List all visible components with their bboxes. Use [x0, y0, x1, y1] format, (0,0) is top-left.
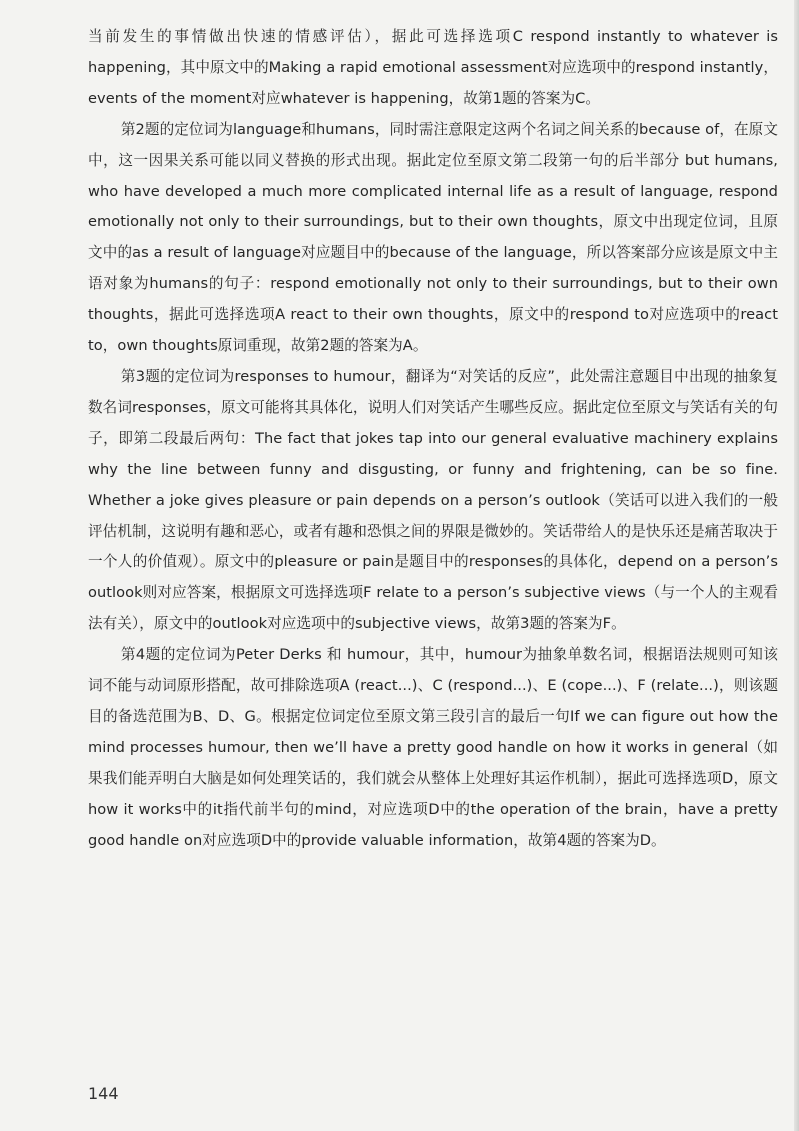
paragraph-question-3: 第3题的定位词为responses to humour，翻译为“对笑话的反应”，此处需注意题目中出现的抽象复数名词responses，原文可能将其具体化，说明人们对笑话产生哪些反应。据此定位至原文与笑话有关的句子，即第二段最后两句：The fact that jokes tap into our general evaluative machinery explains why the line between funny and disgusting, or funny and frightening, can be so fine. Whether a joke gives pleasure or pain depends on a person’s outlook（笑话可以进入我们的一般评估机制，这说明有趣和恶心，或者有趣和恐惧之间的界限是微妙的。笑话带给人的是快乐还是痛苦取决于一个人的价值观）。原文中的pleasure or pain是题目中的responses的具体化，depend on a person’s outlook则对应答案，根据原文可选择选项F relate to a person’s subjective views（与一个人的主观看法有关），原文中的outlook对应选项中的subjective views，故第3题的答案为F。	[88, 367, 778, 633]
paragraph-answer-1-continued: 当前发生的事情做出快速的情感评估），据此可选择选项C respond instantly to whatever is happening，其中原文中的Making a rapid emotional assessment对应选项中的respond instantly，events of the moment对应whatever is happening，故第1题的答案为C。	[88, 28, 778, 107]
scan-page-edge	[794, 0, 799, 1131]
page-number: 144	[88, 1084, 119, 1103]
paragraph-question-4: 第4题的定位词为Peter Derks 和 humour，其中，humour为抽象单数名词，根据语法规则可知该词不能与动词原形搭配，故可排除选项A (react...)、C (respond...)、E (cope...)、F (relate...)，则该题目的备选范围为B、D、G。根据定位词定位至原文第三段引言的最后一句If we can figure out how the mind processes humour, then we’ll have a pretty good handle on how it works in general（如果我们能弄明白大脑是如何处理笑话的，我们就会从整体上处理好其运作机制），据此可选择选项D，原文how it works中的it指代前半句的mind，对应选项D中的the operation of the brain，have a pretty good handle on对应选项D中的provide valuable information，故第4题的答案为D。	[88, 646, 778, 849]
paragraph-question-2: 第2题的定位词为language和humans，同时需注意限定这两个名词之间关系的because of，在原文中，这一因果关系可能以同义替换的形式出现。据此定位至原文第二段第一句的后半部分 but humans, who have developed a much more complicated internal life as a result of language, respond emotionally not only to their surroundings, but to their own thoughts，原文中出现定位词，且原文中的as a result of language对应题目中的because of the language，所以答案部分应该是原文中主语对象为humans的句子：respond emotionally not only to their surroundings, but to their own thoughts，据此可选择选项A react to their own thoughts，原文中的respond to对应选项中的react to，own thoughts原词重现，故第2题的答案为A。	[88, 120, 778, 355]
body-text	[88, 22, 778, 856]
